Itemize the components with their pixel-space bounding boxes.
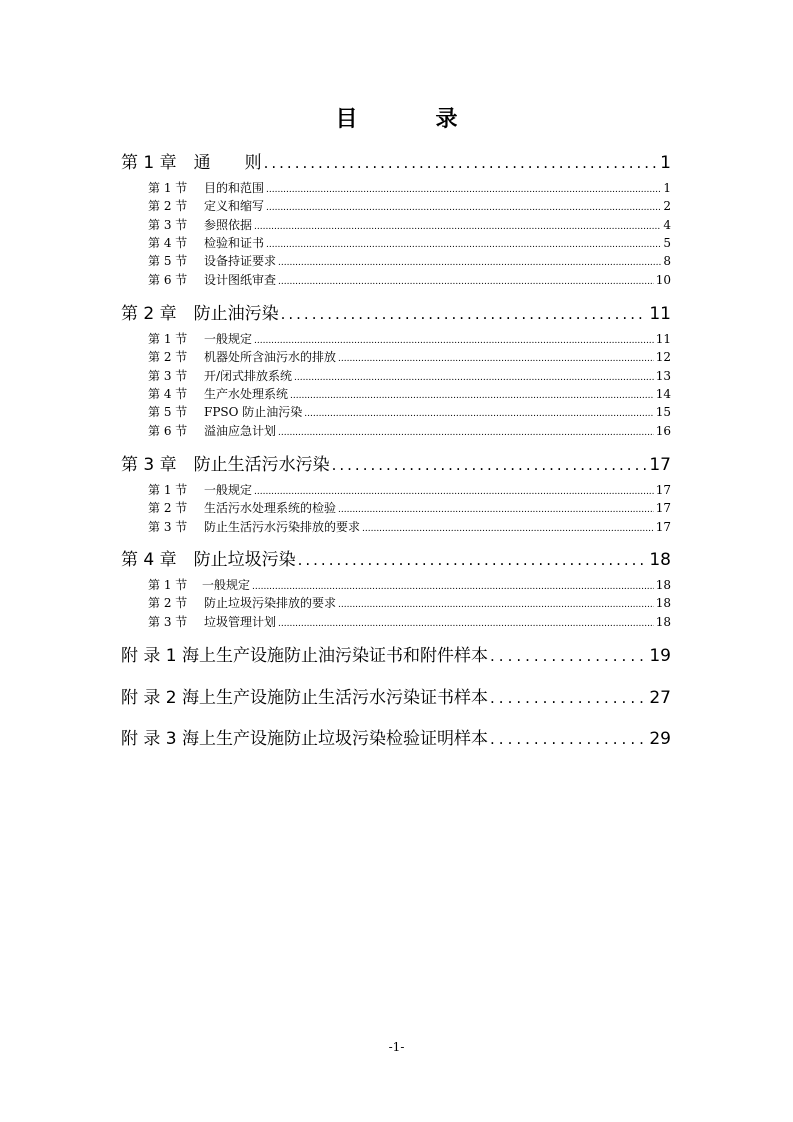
leader-dots — [281, 305, 648, 323]
toc-section-1-5[interactable] — [148, 252, 671, 269]
toc-section-1-6-page: 10 — [655, 272, 671, 287]
toc-section-2-6-page: 16 — [655, 423, 671, 438]
toc-chapter-1-page: 1 — [660, 153, 671, 173]
toc-section-3-2-label — [148, 499, 336, 516]
toc-chapter-3-page: 17 — [649, 455, 671, 475]
section-title: 垃圾管理计划 — [204, 614, 277, 629]
toc-section-2-3[interactable] — [148, 367, 671, 384]
toc-section-3-3-page: 17 — [655, 519, 671, 534]
toc-section-1-1[interactable] — [148, 179, 671, 196]
section-number: 第 3 节 — [148, 519, 188, 534]
leader-dots — [338, 354, 654, 364]
leader-dots — [490, 647, 647, 665]
toc-section-4-3-label — [148, 613, 276, 630]
section-title: 目的和范围 — [204, 181, 265, 195]
leader-dots — [254, 487, 654, 497]
section-title: 开/闭式排放系统 — [204, 368, 293, 383]
section-title: 溢油应急计划 — [204, 423, 277, 438]
leader-dots — [298, 551, 648, 569]
leader-dots — [290, 391, 654, 401]
section-number: 第 1 节 — [148, 483, 188, 497]
toc-appendix-1-page: 19 — [649, 646, 671, 666]
toc-section-2-6[interactable] — [148, 422, 671, 439]
section-title: 防止生活污水污染排放的要求 — [204, 519, 361, 534]
section-title: 检验和证书 — [204, 235, 265, 250]
section-title: 一般规定 — [204, 332, 253, 346]
toc-section-1-6[interactable] — [148, 271, 671, 288]
toc-section-2-1-label — [148, 330, 252, 347]
toc-section-2-5-label — [148, 403, 302, 420]
section-title: FPSO 防止油污染 — [204, 405, 303, 420]
section-title: 定义和缩写 — [204, 199, 265, 214]
section-number: 第 3 节 — [148, 614, 188, 629]
toc-section-2-5-page: 15 — [655, 405, 671, 420]
toc-section-4-1-page: 18 — [655, 578, 671, 592]
toc-chapter-3[interactable] — [121, 450, 671, 475]
toc-chapter-2-label: 第 2 章 防止油污染 — [121, 304, 279, 324]
leader-dots — [254, 336, 654, 346]
section-number: 第 5 节 — [148, 254, 188, 269]
toc-appendix-3[interactable] — [121, 724, 671, 749]
section-number: 第 2 节 — [148, 501, 188, 516]
leader-dots — [278, 619, 654, 629]
page-number: -1- — [388, 1040, 405, 1054]
section-title: 参照依据 — [204, 217, 253, 232]
leader-dots — [304, 409, 653, 419]
leader-dots — [278, 277, 654, 287]
section-title: 生活污水处理系统的检验 — [204, 501, 337, 516]
toc-section-1-2-label — [148, 197, 264, 214]
section-title: 生产水处理系统 — [204, 386, 289, 401]
toc-section-1-5-page: 8 — [663, 254, 671, 269]
toc-section-3-2[interactable] — [148, 499, 671, 516]
section-title: 设计图纸审查 — [204, 272, 277, 287]
toc-section-2-2[interactable] — [148, 348, 671, 365]
toc-chapter-2[interactable] — [121, 299, 671, 324]
toc-section-2-1-page: 11 — [655, 332, 671, 346]
leader-dots — [266, 203, 661, 213]
leader-dots — [338, 600, 654, 610]
toc-section-1-1-label — [148, 179, 264, 196]
toc-section-3-1-label — [148, 481, 252, 498]
toc-section-3-3[interactable] — [148, 518, 671, 535]
page-title: 目 录 — [335, 107, 486, 132]
section-number: 第 4 节 — [148, 386, 188, 401]
toc-section-4-2-label — [148, 594, 336, 611]
section-number: 第 6 节 — [148, 423, 188, 438]
section-number: 第 5 节 — [148, 405, 188, 420]
section-title: 一般规定 — [204, 483, 253, 497]
toc-section-1-1-page: 1 — [663, 181, 671, 195]
toc-section-1-4-label — [148, 234, 264, 251]
toc-section-4-2-page: 18 — [655, 596, 671, 611]
section-number: 第 6 节 — [148, 272, 188, 287]
leader-dots — [332, 456, 648, 474]
leader-dots — [266, 240, 661, 250]
leader-dots — [490, 730, 647, 748]
leader-dots — [362, 524, 654, 534]
section-number: 第 3 节 — [148, 368, 188, 383]
toc-section-4-2[interactable] — [148, 594, 671, 611]
section-number: 第 2 节 — [148, 199, 188, 214]
section-number: 第 3 节 — [148, 217, 188, 232]
toc-chapter-1[interactable] — [121, 148, 671, 173]
toc-section-4-1-label — [148, 576, 250, 593]
toc-chapter-4[interactable] — [121, 545, 671, 570]
section-title: 防止垃圾污染排放的要求 — [204, 596, 337, 611]
toc-section-1-4[interactable] — [148, 234, 671, 251]
toc-section-3-3-label — [148, 518, 360, 535]
toc-chapter-2-page: 11 — [649, 304, 671, 324]
leader-dots — [294, 373, 654, 383]
toc-section-4-3-page: 18 — [655, 614, 671, 629]
toc-appendix-1-label: 附 录 1 海上生产设施防止油污染证书和附件样本 — [121, 646, 489, 666]
section-title: 机器处所含油污水的排放 — [204, 350, 337, 365]
toc-appendix-1[interactable] — [121, 641, 671, 666]
toc-section-1-5-label — [148, 252, 276, 269]
toc-section-2-6-label — [148, 422, 276, 439]
toc-section-2-4-label — [148, 385, 288, 402]
toc-section-2-1[interactable] — [148, 330, 671, 347]
section-number: 第 4 节 — [148, 235, 188, 250]
toc-appendix-2[interactable] — [121, 683, 671, 708]
toc-section-1-2[interactable] — [148, 197, 671, 214]
toc-section-2-4-page: 14 — [655, 386, 671, 401]
section-title: 一般规定 — [202, 578, 251, 592]
toc-section-1-3[interactable] — [148, 216, 671, 233]
leader-dots — [490, 689, 647, 707]
toc-appendix-3-page: 29 — [649, 729, 671, 749]
leader-dots — [254, 222, 661, 232]
section-title: 设备持证要求 — [204, 254, 277, 269]
toc-section-1-2-page: 2 — [663, 199, 671, 214]
toc-section-2-5[interactable] — [148, 403, 671, 420]
toc-section-3-2-page: 17 — [655, 501, 671, 516]
section-number: 第 1 节 — [148, 332, 188, 346]
toc-chapter-4-page: 18 — [649, 550, 671, 570]
leader-dots — [278, 428, 654, 438]
toc-chapter-1-label: 第 1 章 通 则 — [121, 153, 262, 173]
section-number: 第 1 节 — [148, 578, 188, 592]
leader-dots — [338, 505, 654, 515]
section-number: 第 1 节 — [148, 181, 188, 195]
toc-section-1-4-page: 5 — [663, 235, 671, 250]
toc-section-2-4[interactable] — [148, 385, 671, 402]
toc-section-1-6-label — [148, 271, 276, 288]
toc-section-2-3-label — [148, 367, 292, 384]
toc-section-3-1-page: 17 — [655, 483, 671, 497]
toc-chapter-4-label: 第 4 章 防止垃圾污染 — [121, 550, 296, 570]
toc-section-1-3-label — [148, 216, 252, 233]
toc-appendix-3-label: 附 录 3 海上生产设施防止垃圾污染检验证明样本 — [121, 729, 489, 749]
section-number: 第 2 节 — [148, 350, 188, 365]
toc-section-4-1[interactable] — [148, 576, 671, 593]
toc-section-3-1[interactable] — [148, 481, 671, 498]
toc-section-1-3-page: 4 — [663, 217, 671, 232]
leader-dots — [264, 154, 659, 172]
toc-section-4-3[interactable] — [148, 613, 671, 630]
toc-section-2-2-page: 12 — [655, 350, 671, 365]
section-number: 第 2 节 — [148, 596, 188, 611]
leader-dots — [252, 582, 654, 592]
toc-section-2-3-page: 13 — [655, 368, 671, 383]
toc-appendix-2-label: 附 录 2 海上生产设施防止生活污水污染证书样本 — [121, 688, 489, 708]
leader-dots — [266, 185, 661, 195]
toc-section-2-2-label — [148, 348, 336, 365]
toc-appendix-2-page: 27 — [649, 688, 671, 708]
toc-chapter-3-label: 第 3 章 防止生活污水污染 — [121, 455, 330, 475]
leader-dots — [278, 258, 661, 268]
